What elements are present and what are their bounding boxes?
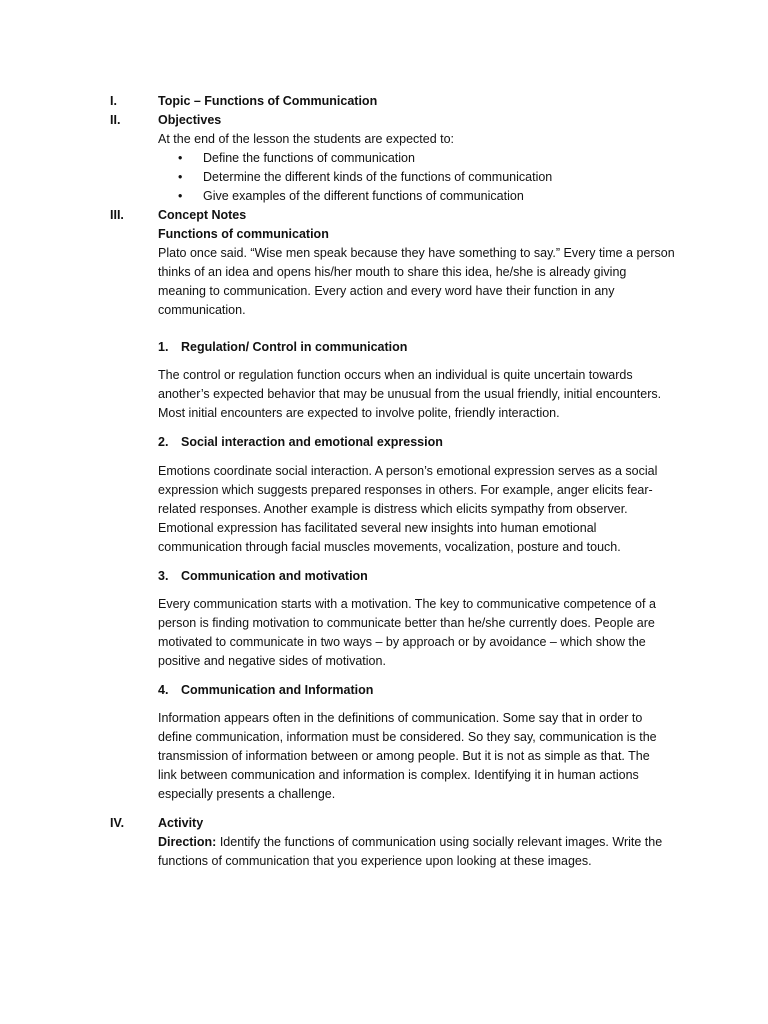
function-number: 4. [158,683,169,697]
concept-intro-line: thinks of an idea and opens his/her mouth to share this idea, he/she is already giving [158,265,627,279]
section-numeral-2: II. [110,113,121,127]
function-title: Social interaction and emotional expression [181,435,443,449]
section-title-objectives: Objectives [158,113,222,127]
section-numeral-1: I. [110,94,117,108]
function-number: 2. [158,435,169,449]
activity-direction [158,833,662,852]
direction-label: Direction: [158,835,217,849]
function-text-line: The control or regulation function occurs when an individual is quite uncertain towards [158,368,633,382]
function-text-line: Emotions coordinate social interaction. A person’s emotional expression serves as a social [158,464,658,478]
objective-item: Give examples of the different functions of communication [203,189,524,203]
function-text-line: communication through facial muscles movements, vocalization, posture and touch. [158,540,621,554]
function-text-line: Information appears often in the definitions of communication. Some say that in order to [158,711,643,725]
function-text-line: Most initial encounters are expected to involve polite, friendly interaction. [158,406,560,420]
section-title-topic: Topic – Functions of Communication [158,94,378,108]
bullet-icon: • [178,189,183,203]
concept-intro-line: Plato once said. “Wise men speak because they have something to say.” Every time a person [158,246,675,260]
concept-subtitle: Functions of communication [158,227,329,241]
section-numeral-3: III. [110,208,124,222]
function-text-line: Emotional expression has facilitated several new insights into human emotional [158,521,597,535]
objectives-intro: At the end of the lesson the students are expected to: [158,132,455,146]
function-number: 1. [158,340,169,354]
section-title-concept-notes: Concept Notes [158,208,247,222]
function-text-line: link between communication and information is complex. Identifying it in human actions [158,768,639,782]
concept-intro-line: communication. [158,303,246,317]
function-text-line: positive and negative sides of motivation. [158,654,386,668]
section-numeral-4: IV. [110,816,125,830]
function-text-line: define communication, information must be considered. So they say, communication is the [158,730,657,744]
function-title: Communication and motivation [181,569,368,583]
activity-direction-line2: functions of communication that you experience upon looking at these images. [158,854,592,868]
function-text-line: transmission of information between or among people. But it is not as simple as that. The [158,749,650,763]
function-text-line: motivated to communicate in two ways – by approach or by avoidance – which show the [158,635,646,649]
function-text-line: person is finding motivation to communicate better than he/she currently does. People are [158,616,655,630]
function-title: Communication and Information [181,683,374,697]
section-title-activity: Activity [158,816,204,830]
function-number: 3. [158,569,169,583]
direction-text: Identify the functions of communication using socially relevant images. Write the [216,835,663,849]
objective-item: Determine the different kinds of the functions of communication [203,170,553,184]
objective-item: Define the functions of communication [203,151,415,165]
function-text-line: Every communication starts with a motivation. The key to communicative competence of a [158,597,656,611]
bullet-icon: • [178,170,183,184]
concept-intro-line: meaning to communication. Every action and every word have their function in any [158,284,615,298]
function-text-line: another’s expected behavior that may be unusual from the usual friendly, initial encounters. [158,387,662,401]
function-text-line: expression which suggests prepared responses in others. For example, anger elicits fear- [158,483,653,497]
function-title: Regulation/ Control in communication [181,340,408,354]
function-text-line: especially presents a challenge. [158,787,336,801]
function-text-line: related responses. Another example is distress which elicits sympathy from observer. [158,502,628,516]
bullet-icon: • [178,151,183,165]
